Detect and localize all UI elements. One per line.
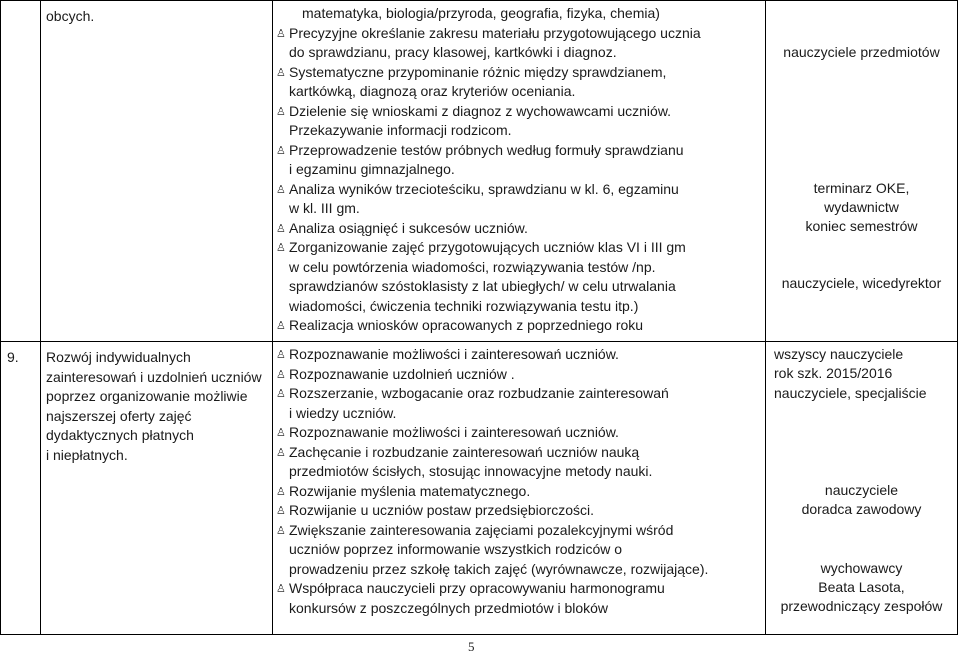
responsible-entry: nauczyciele — [824, 482, 899, 498]
list-item-text: Rozpoznawanie możliwości i zainteresowań uczniów. — [289, 346, 619, 362]
list-item-text: Analiza osiągnięć i sukcesów uczniów. — [289, 219, 528, 236]
responsible-entry: przewodniczący zespołów — [780, 598, 943, 614]
bullet-icon: ♙ — [276, 143, 286, 157]
responsible-entry: nauczyciele, wicedyrektor — [781, 275, 942, 291]
goal-line: Rozwój indywidualnych — [46, 349, 191, 365]
list-item-text: Zachęcanie i rozbudzanie zainteresowań uczniów nauką — [289, 443, 640, 460]
list-item-text: do sprawdzianu, pracy klasowej, kartkówki i diagnoz. — [289, 44, 617, 60]
list-item — [276, 180, 761, 219]
list-item — [276, 316, 761, 336]
list-item-text: Rozwijanie u uczniów postaw przedsiębiorczości. — [289, 502, 595, 518]
responsible-entry: wszyscy nauczyciele — [774, 346, 904, 362]
list-item-text: Rozpoznawanie możliwości i zainteresowań uczniów. — [289, 424, 619, 440]
list-item — [276, 501, 761, 521]
list-item-text: Przekazywanie informacji rodzicom. — [289, 122, 512, 138]
goal-text — [46, 348, 272, 465]
goal-text: obcych. — [46, 8, 95, 24]
list-item-text: i wiedzy uczniów. — [289, 404, 397, 421]
list-item-text: kartkówką, diagnozą oraz kryteriów oceniania. — [289, 83, 576, 99]
row-number — [1, 1, 41, 342]
bullet-icon: ♙ — [276, 348, 286, 361]
list-item — [276, 63, 761, 102]
bullet-icon: ♙ — [276, 582, 286, 595]
page-number: 5 — [468, 639, 475, 654]
bullet-icon: ♙ — [276, 26, 286, 40]
list-item — [276, 238, 761, 316]
table-row — [1, 342, 958, 635]
bullet-icon: ♙ — [276, 367, 286, 381]
goal-line: dydaktycznych płatnych — [46, 427, 194, 443]
list-item-text: uczniów poprzez informowanie wszystkich rodziców o — [289, 541, 623, 557]
bullet-icon: ♙ — [276, 484, 286, 498]
responsible-entry: terminarz OKE, — [813, 180, 910, 196]
bullet-icon: ♙ — [276, 221, 286, 235]
responsible-entry: nauczyciele przedmiotów — [783, 44, 940, 60]
list-item-text: Analiza wyników trzecioteściku, sprawdzianu w kl. 6, egzaminu — [289, 180, 679, 197]
list-item-text: Zorganizowanie zajęć przygotowujących uczniów klas VI i III gm — [289, 239, 686, 255]
responsible-entry: doradca zawodowy — [801, 501, 922, 517]
bullet-icon: ♙ — [276, 387, 286, 400]
list-item — [276, 579, 761, 618]
list-item — [276, 482, 761, 502]
list-item-text: wiadomości, ćwiczenia techniki rozwiązywania testu itp.) — [289, 297, 639, 314]
bullet-icon: ♙ — [276, 104, 286, 118]
responsible-cell — [766, 1, 958, 342]
list-item — [276, 365, 761, 385]
list-item — [276, 141, 761, 180]
responsible-entry: rok szk. 2015/2016 — [774, 365, 893, 381]
list-item — [276, 345, 761, 365]
list-item-text: Współpraca nauczycieli przy opracowywaniu harmonogramu — [289, 580, 665, 596]
list-item — [276, 24, 761, 63]
goal-cell — [41, 342, 273, 635]
list-item-text: w celu powtórzenia wiadomości, rozwiązywania testów /np. — [289, 258, 656, 275]
tasks-cell — [273, 1, 766, 342]
list-item — [276, 384, 761, 423]
bullet-icon: ♙ — [276, 523, 286, 537]
bullet-icon: ♙ — [276, 319, 286, 332]
list-item-text: Systematyczne przypominanie różnic między sprawdzianem, — [289, 63, 667, 80]
list-item — [276, 219, 761, 239]
responsible-entry: wychowawcy — [820, 560, 903, 576]
responsible-entry: Beata Lasota, — [818, 579, 905, 595]
row-number: 9. — [1, 342, 41, 635]
responsible-entry: koniec semestrów — [805, 218, 918, 234]
goal-line: najszerszej oferty zajęć — [46, 407, 192, 424]
bullet-icon: ♙ — [276, 182, 286, 196]
goal-line: zainteresowań i uzdolnień uczniów — [46, 368, 262, 385]
bullet-icon: ♙ — [276, 241, 286, 254]
list-item-text: i egzaminu gimnazjalnego. — [289, 161, 455, 177]
tasks-intro: matematyka, biologia/przyroda, geografia, fizyka, chemia) — [302, 5, 660, 21]
list-item-text: Rozwijanie myślenia matematycznego. — [289, 482, 531, 499]
list-item-text: Przeprowadzenie testów próbnych według formuły sprawdzianu — [289, 141, 684, 158]
responsible-entry: nauczyciele, specjaliście — [774, 385, 927, 401]
tasks-cell — [273, 342, 766, 635]
list-item — [276, 521, 761, 580]
bullet-icon: ♙ — [276, 65, 286, 79]
list-item-text: sprawdzianów szóstoklasisty z lat ubiegłych/ w celu utrwalania — [289, 278, 676, 294]
list-item-text: prowadzeniu przez szkołę takich zajęć (wyrównawcze, rozwijające). — [289, 560, 709, 577]
goal-line: poprzez organizowanie możliwie — [46, 388, 248, 404]
goal-cell — [41, 1, 273, 342]
bullet-icon: ♙ — [276, 504, 286, 517]
bullet-icon: ♙ — [276, 445, 286, 459]
list-item-text: Dzielenie się wnioskami z diagnoz z wychowawcami uczniów. — [289, 102, 672, 119]
bullet-icon: ♙ — [276, 426, 286, 439]
list-item-text: Realizacja wniosków opracowanych z poprzedniego roku — [289, 317, 644, 333]
list-item-text: w kl. III gm. — [289, 200, 360, 216]
list-item-text: Precyzyjne określanie zakresu materiału przygotowującego ucznia — [289, 24, 701, 41]
table-row — [1, 1, 958, 342]
list-item-text: Zwiększanie zainteresowania zajęciami pozalekcyjnymi wśród — [289, 521, 674, 538]
list-item — [276, 443, 761, 482]
list-item-text: Rozpoznawanie uzdolnień uczniów . — [289, 365, 515, 382]
responsible-cell — [766, 342, 958, 635]
list-item — [276, 102, 761, 141]
responsible-entry: wydawnictw — [824, 199, 899, 215]
goal-line: i niepłatnych. — [46, 446, 128, 463]
list-item — [276, 423, 761, 443]
list-item-text: konkursów z poszczególnych przedmiotów i bloków — [289, 599, 609, 616]
list-item-text: przedmiotów ścisłych, stosując innowacyjne metody nauki. — [289, 463, 653, 479]
list-item-text: Rozszerzanie, wzbogacanie oraz rozbudzanie zainteresowań — [289, 385, 669, 401]
